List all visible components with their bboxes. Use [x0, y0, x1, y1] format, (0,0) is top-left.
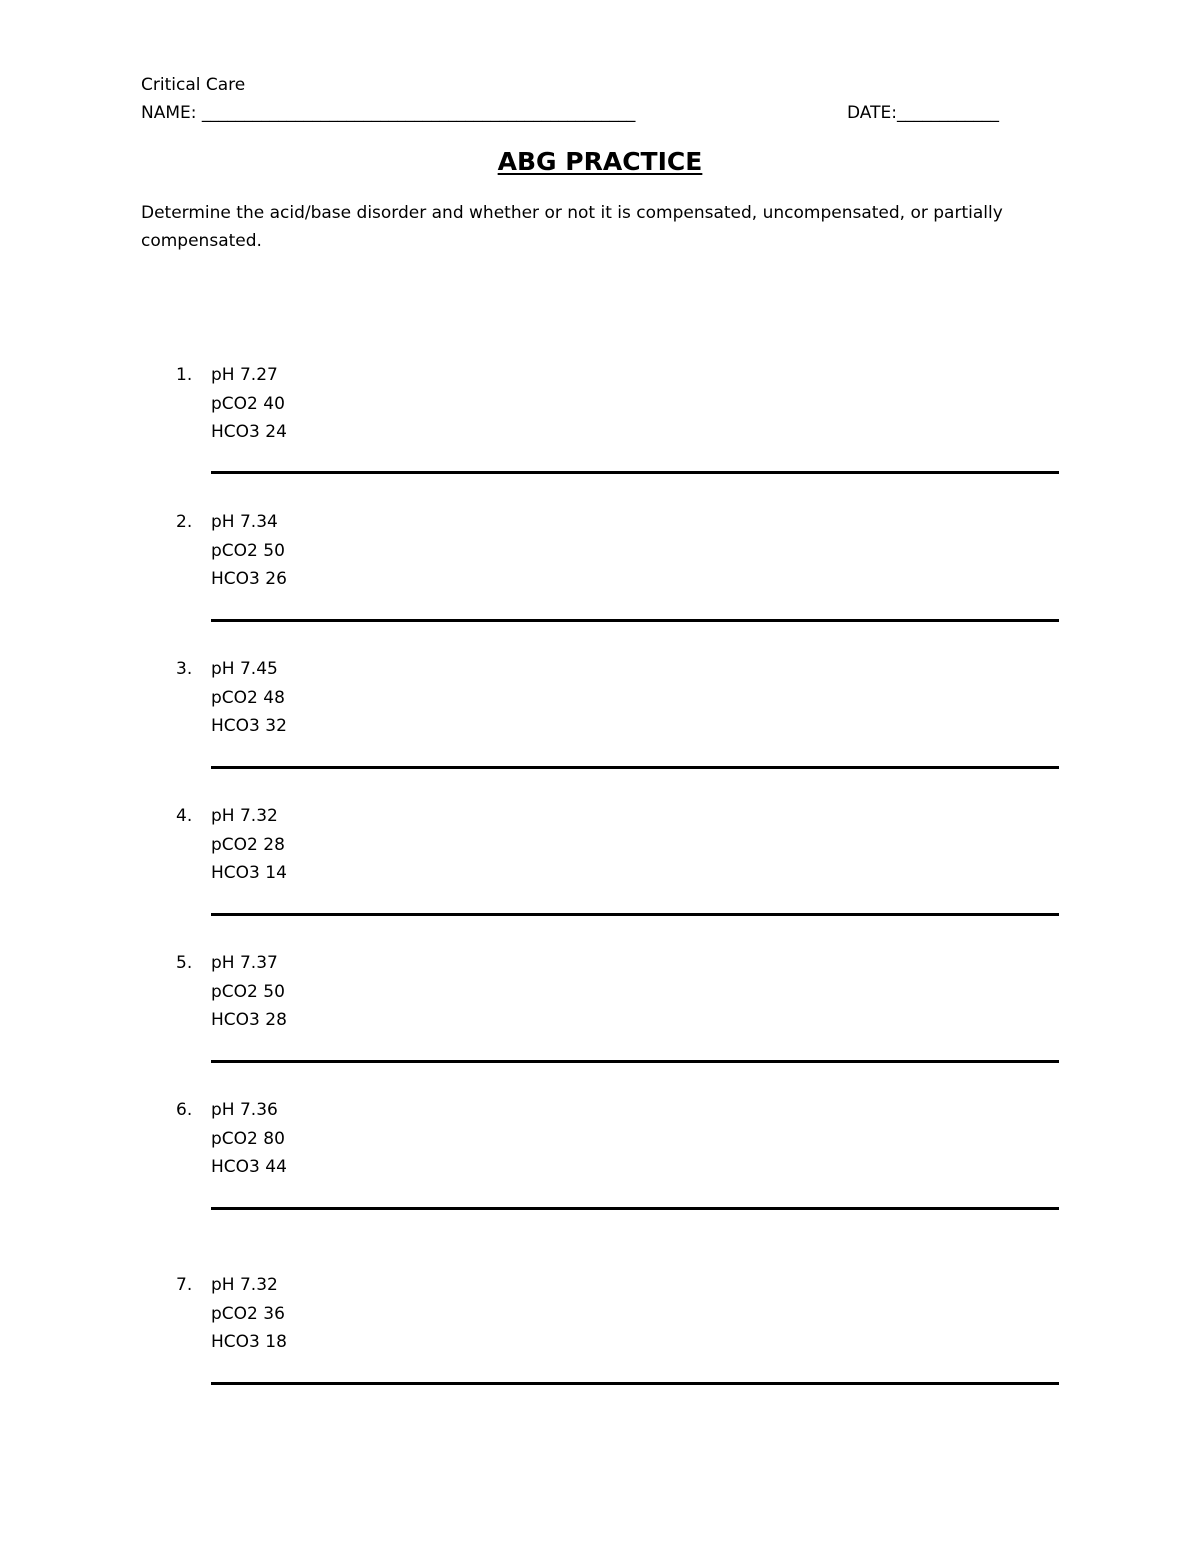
answer-line	[211, 619, 1059, 622]
name-field: NAME: ___________________________________________________	[141, 103, 636, 123]
question-number: 7.	[176, 1275, 193, 1295]
pco2-value: pCO2 36	[211, 1303, 285, 1324]
pco2-value: pCO2 48	[211, 687, 285, 708]
abg-values	[211, 1271, 287, 1357]
pco2-value: pCO2 80	[211, 1128, 285, 1149]
answer-line	[211, 1207, 1059, 1210]
answer-line	[211, 471, 1059, 474]
hco3-value: HCO3 18	[211, 1332, 287, 1352]
page-title: ABG PRACTICE	[497, 147, 703, 176]
ph-value: pH 7.45	[211, 659, 278, 679]
ph-value: pH 7.34	[211, 512, 278, 532]
ph-value: pH 7.36	[211, 1100, 278, 1120]
pco2-value: pCO2 50	[211, 981, 285, 1002]
pco2-value: pCO2 40	[211, 393, 285, 414]
answer-line	[211, 913, 1059, 916]
ph-value: pH 7.32	[211, 806, 278, 826]
question-number: 1.	[176, 365, 193, 385]
pco2-value: pCO2 50	[211, 540, 285, 561]
abg-values	[211, 361, 287, 447]
question-number: 5.	[176, 953, 193, 973]
hco3-value: HCO3 26	[211, 569, 287, 589]
instructions: Determine the acid/base disorder and whether or not it is compensated, uncompensated, or partially compensated.	[141, 203, 1003, 251]
hco3-value: HCO3 32	[211, 716, 287, 736]
hco3-value: HCO3 14	[211, 863, 287, 883]
hco3-value: HCO3 28	[211, 1010, 287, 1030]
course-name: Critical Care	[141, 75, 246, 95]
answer-line	[211, 766, 1059, 769]
abg-values	[211, 1096, 287, 1182]
abg-values	[211, 655, 287, 741]
ph-value: pH 7.37	[211, 953, 278, 973]
ph-value: pH 7.27	[211, 365, 278, 385]
answer-line	[211, 1382, 1059, 1385]
abg-values	[211, 802, 287, 888]
question-number: 3.	[176, 659, 193, 679]
date-field: DATE:____________	[847, 103, 999, 123]
answer-line	[211, 1060, 1059, 1063]
question-number: 4.	[176, 806, 193, 826]
abg-values	[211, 949, 287, 1035]
ph-value: pH 7.32	[211, 1275, 278, 1295]
question-number: 6.	[176, 1100, 193, 1120]
hco3-value: HCO3 44	[211, 1157, 287, 1177]
abg-values	[211, 508, 287, 594]
hco3-value: HCO3 24	[211, 422, 287, 442]
question-number: 2.	[176, 512, 193, 532]
pco2-value: pCO2 28	[211, 834, 285, 855]
